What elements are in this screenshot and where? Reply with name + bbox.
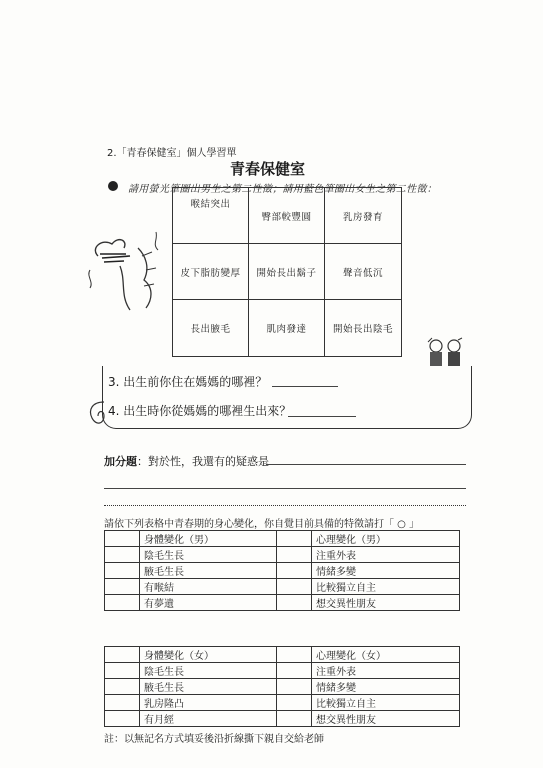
check-cell[interactable] [277,679,312,695]
grid-cell[interactable]: 肌肉發達 [249,300,325,356]
tear-line [104,505,466,506]
grid-cell[interactable]: 皮下脂肪變厚 [173,244,249,300]
grid-cell[interactable]: 長出腋毛 [173,300,249,356]
female-changes-table [104,646,460,727]
table-row [105,711,460,727]
table-cell: 情緒多變 [312,563,460,579]
table-row [105,663,460,679]
table-row [105,579,460,595]
check-cell[interactable] [105,679,140,695]
table-cell: 有夢遺 [140,595,277,611]
check-cell[interactable] [105,563,140,579]
table-cell: 有月經 [140,711,277,727]
check-cell[interactable] [105,547,140,563]
footer-note: 註：以無記名方式填妥後沿折線撕下親自交給老師 [104,734,324,745]
table-cell: 腋毛生長 [140,679,277,695]
table-header: 身體變化（男） [140,531,277,547]
table-header: 心理變化（女） [312,647,460,663]
question-3: 3. 出生前你住在媽媽的哪裡？ [108,375,268,389]
grid-cell[interactable]: 開始長出陰毛 [332,324,393,335]
table-row [105,563,460,579]
table-cell: 注重外表 [312,547,460,563]
check-cell[interactable] [105,695,140,711]
check-cell[interactable] [277,595,312,611]
check-cell[interactable] [105,579,140,595]
trait-grid [172,187,402,357]
question-4: 4. 出生時你從媽媽的哪裡生出來？ [108,404,292,418]
check-cell[interactable] [277,579,312,595]
table-cell: 比較獨立自主 [312,579,460,595]
bonus-label: 加分題 [104,455,137,468]
check-cell[interactable] [277,563,312,579]
check-cell[interactable] [277,711,312,727]
table-cell: 腋毛生長 [140,563,277,579]
table-header: 心理變化（男） [312,531,460,547]
table-instruction: 請依下列表格中青春期的身心變化，你自覺目前具備的特徵請打「 ○ 」 [104,519,420,530]
bonus-answer-line[interactable] [266,464,466,465]
check-cell[interactable] [277,547,312,563]
table-cell: 情緒多變 [312,679,460,695]
table-cell: 陰毛生長 [140,547,277,563]
table-row [105,679,460,695]
grid-cell[interactable]: 臀部較豐圓 [249,188,325,244]
scroll-curl-icon [86,400,108,428]
table-cell: 有喉結 [140,579,277,595]
table-cell: 想交異性朋友 [312,711,460,727]
section-heading: 2.「青春保健室」個人學習單 [107,148,237,159]
table-cell: 想交異性朋友 [312,595,460,611]
check-cell[interactable] [277,663,312,679]
grid-cell[interactable]: 開始長出鬍子 [249,244,325,300]
grid-cell[interactable]: 乳房發育 [325,188,401,244]
table-cell: 比較獨立自主 [312,695,460,711]
male-changes-table [104,530,460,611]
kids-doodle-icon [424,336,468,370]
bullet-icon [108,181,118,191]
grid-cell[interactable]: 聲音低沉 [325,244,401,300]
check-cell[interactable] [105,595,140,611]
table-row [105,695,460,711]
worksheet-title: 青春保健室 [230,160,306,178]
answer-line-q3[interactable] [272,386,338,387]
check-cell[interactable] [105,663,140,679]
instruction-text: 請用螢光筆圈出男生之第二性徵；請用藍色筆圈出女生之第二性徵： [128,184,437,195]
table-cell: 陰毛生長 [140,663,277,679]
bonus-answer-line-2[interactable] [104,488,466,489]
check-cell[interactable] [277,695,312,711]
answer-line-q4[interactable] [288,416,356,417]
check-cell[interactable] [105,711,140,727]
cartoon-figure-icon [80,226,165,314]
grid-cell[interactable]: 喉結突出 [173,188,249,244]
table-cell: 注重外表 [312,663,460,679]
bonus-text: ：對於性，我還有的疑惑是 [137,455,269,468]
table-row [105,595,460,611]
table-cell: 乳房隆凸 [140,695,277,711]
table-row [105,547,460,563]
bonus-question [104,453,269,469]
table-header: 身體變化（女） [140,647,277,663]
